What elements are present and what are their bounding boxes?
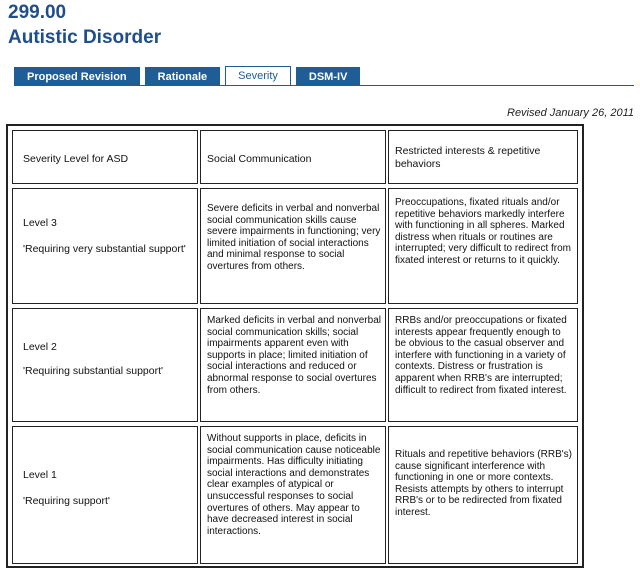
support-label: 'Requiring substantial support'	[23, 365, 164, 377]
tab-underline	[14, 85, 634, 86]
header-severity: Severity Level for ASD	[23, 153, 129, 165]
level-label: Level 2	[23, 341, 57, 353]
table-row-level-3-social	[200, 188, 386, 304]
support-label: 'Requiring very substantial support'	[23, 243, 186, 255]
support-label: 'Requiring support'	[23, 495, 110, 507]
header-cell-social	[200, 130, 386, 184]
diagnosis-code: 299.00	[8, 2, 67, 23]
header-cell-rrb	[388, 130, 578, 184]
page-title: Autistic Disorder	[8, 27, 162, 48]
severity-table	[6, 124, 584, 568]
header-social-communication: Social Communication	[207, 153, 312, 165]
table-row-level-2-social	[200, 308, 386, 422]
tab-dsm-iv[interactable]: DSM-IV	[296, 67, 361, 86]
rrb-description: Preoccupations, fixated rituals and/or repetitive behaviors markedly interfere with functioning in all spheres. Marked distress when rituals or routines are interrupted; very difficult to redirect from fixated interest or returns to it quickly.	[395, 197, 571, 266]
social-description: Without supports in place, deficits in social communication cause noticeable impairments. Has difficulty initiating social interactions and demonstrates clear examples of atypical or unsuccessful responses to social overtures of others. May appear to have decreased interest in social interactions.	[207, 433, 381, 537]
header-restricted-interests: Restricted interests & repetitive behaviors	[395, 145, 541, 170]
tab-severity[interactable]: Severity	[225, 66, 291, 86]
table-row-level-1-rrb	[388, 426, 578, 564]
rrb-description: RRBs and/or preoccupations or fixated interests appear frequently enough to be obvious to the casual observer and interfere with functioning in a variety of contexts. Distress or frustration is apparent when RRB's are interrupted; difficult to redirect from fixated interest.	[395, 315, 567, 396]
tab-proposed-revision[interactable]: Proposed Revision	[14, 67, 140, 86]
table-row-level-1-social	[200, 426, 386, 564]
level-label: Level 3	[23, 217, 57, 229]
header-cell-severity	[12, 130, 198, 184]
tab-bar	[14, 66, 365, 86]
social-description: Marked deficits in verbal and nonverbal social communication skills; social impairments apparent even with supports in place; limited initiation of social interactions and reduced or abnormal response to social overtures from others.	[207, 315, 381, 396]
table-row-level-2-rrb	[388, 308, 578, 422]
social-description: Severe deficits in verbal and nonverbal social communication skills cause severe impairments in functioning; very limited initiation of social interactions and minimal response to social overtures from others.	[207, 203, 381, 272]
tab-rationale[interactable]: Rationale	[145, 67, 221, 86]
rrb-description: Rituals and repetitive behaviors (RRB's) cause significant interference with functioning in one or more contexts. Resists attempts by others to interrupt RRB's or to be redirected from fixated interest.	[395, 449, 572, 518]
revised-date: Revised January 26, 2011	[507, 107, 634, 119]
table-row-level-2-severity	[12, 308, 198, 422]
table-row-level-3-rrb	[388, 188, 578, 304]
table-row-level-1-severity	[12, 426, 198, 564]
table-row-level-3-severity	[12, 188, 198, 304]
level-label: Level 1	[23, 469, 57, 481]
